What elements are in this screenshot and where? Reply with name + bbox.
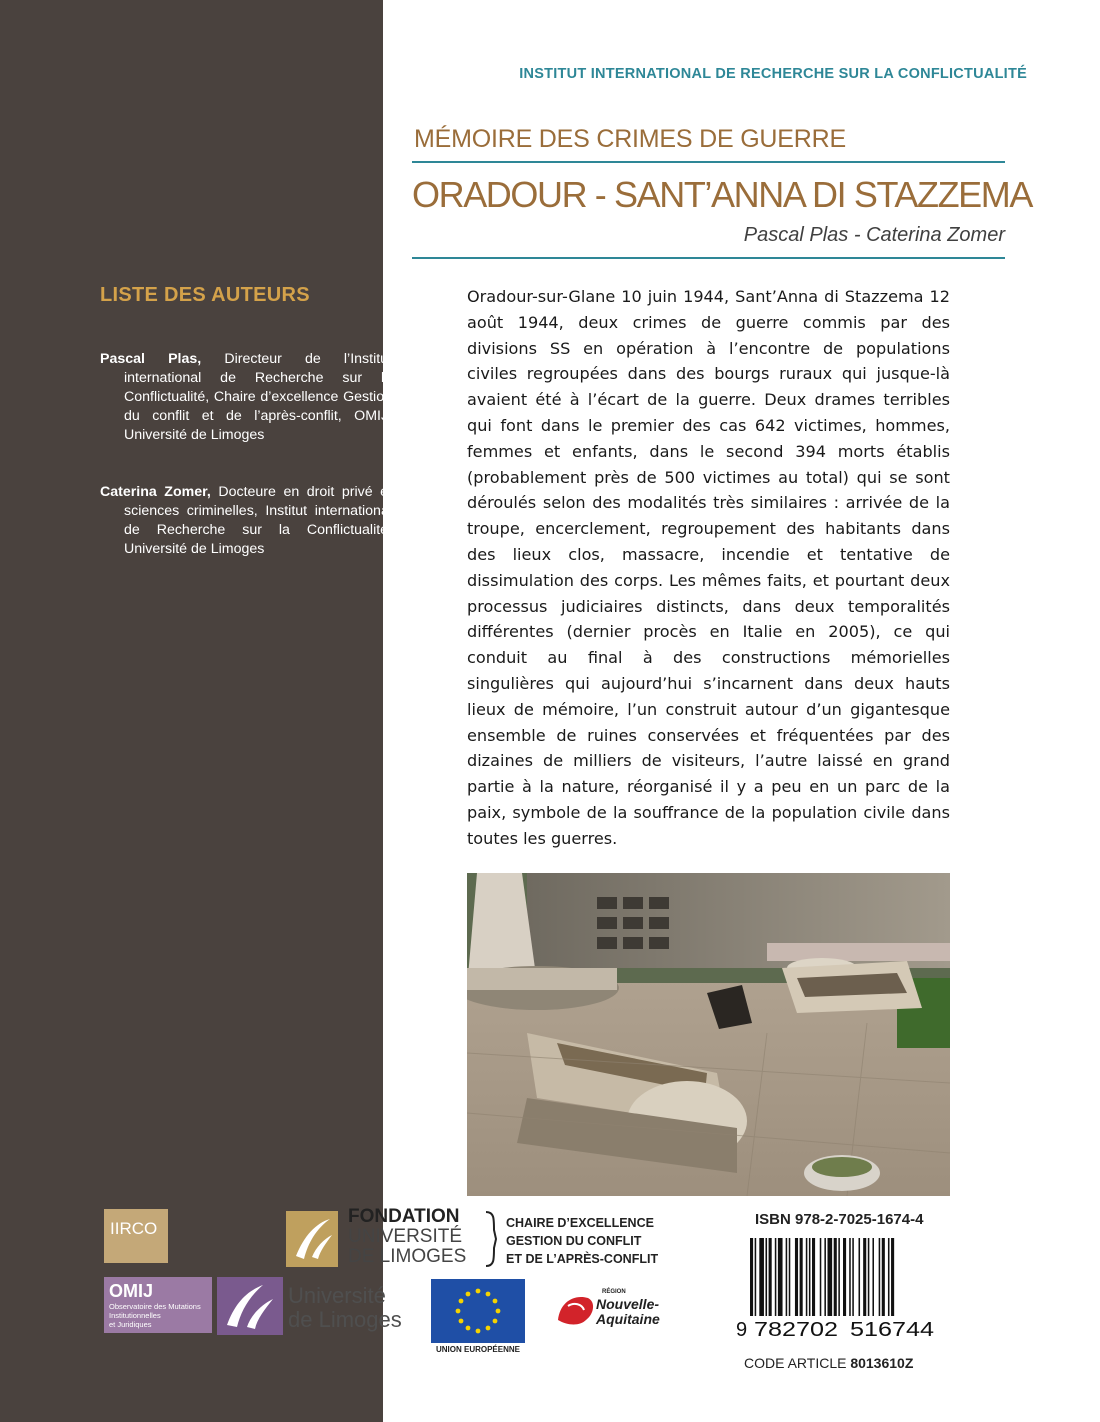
barcode-bar: [834, 1238, 837, 1316]
chaire-logo-text: CHAIRE D’EXCELLENCE GESTION DU CONFLIT ET DE L’APRÈS-CONFLIT: [506, 1216, 659, 1266]
authors-list-heading: LISTE DES AUTEURS: [100, 284, 310, 306]
omij-logo: OMIJ Observatoire des Mutations Institutionnelles et Juridiques: [104, 1277, 212, 1333]
barcode-bar: [806, 1238, 808, 1316]
barcode-left-digits: 782702: [754, 1319, 838, 1338]
barcode-bar: [891, 1238, 894, 1316]
barcode-bar: [800, 1238, 803, 1316]
region-lion-icon: [554, 1290, 598, 1330]
author-entry-plas: [100, 350, 392, 445]
barcode-bar: [769, 1238, 772, 1316]
barcode-bar: [795, 1238, 798, 1316]
author-name: Pascal Plas,: [100, 351, 202, 367]
barcode-bar: [888, 1238, 890, 1316]
barcode-bar: [852, 1238, 854, 1316]
memorial-photo: [467, 873, 950, 1196]
barcode-bar: [872, 1238, 874, 1316]
divider-bottom: [412, 257, 1005, 259]
eu-flag-icon: [431, 1279, 525, 1343]
author-name: Caterina Zomer,: [100, 484, 211, 500]
barcode-bar: [868, 1238, 870, 1316]
barcode-bar: [828, 1238, 833, 1316]
barcode-bar: [824, 1238, 826, 1316]
barcode-bar: [775, 1238, 777, 1316]
divider-top: [412, 161, 1005, 163]
barcode-bar: [789, 1238, 791, 1316]
barcode-bar: [820, 1238, 822, 1316]
author-bio: Directeur de l’Institut international de Recherche sur la Conflictualité, Chaire d’excellence Gestion du conflit et de l’après-conflit, OMIJ, Université de Limoges: [124, 351, 392, 443]
barcode-bar: [759, 1238, 764, 1316]
series-title: MÉMOIRE DES CRIMES DE GUERRE: [414, 125, 846, 153]
iirco-logo: IIRCO: [104, 1209, 168, 1263]
barcode-bar: [750, 1238, 753, 1316]
barcode-bar: [812, 1238, 815, 1316]
barcode-right-digits: 516744: [850, 1319, 934, 1338]
author-entry-zomer: [100, 483, 392, 559]
book-title: ORADOUR - SANT’ANNA DI STAZZEMA: [412, 174, 1032, 215]
region-small-label: RÉGION: [602, 1289, 626, 1295]
barcode-bar: [778, 1238, 783, 1316]
barcode-bar: [838, 1238, 840, 1316]
barcode-bar: [755, 1238, 757, 1316]
fondation-logo-text: FONDATION UNIVERSITÉ DE LIMOGES: [348, 1206, 467, 1267]
barcode-bar: [809, 1238, 811, 1316]
eu-label: UNION EUROPÉENNE: [435, 1345, 520, 1354]
bracket-icon: [484, 1210, 498, 1268]
universite-logo-text: Université de Limoges: [288, 1283, 402, 1332]
region-logo-text: Nouvelle- Aquitaine: [596, 1296, 660, 1327]
universite-emblem-icon: [217, 1277, 283, 1335]
barcode-bar: [859, 1238, 861, 1316]
barcode-bar: [882, 1238, 885, 1316]
isbn-text: ISBN 978-2-7025-1674-4: [755, 1211, 924, 1228]
barcode-bar: [843, 1238, 846, 1316]
barcode-bar: [766, 1238, 768, 1316]
barcode-graphic: [736, 1238, 948, 1338]
back-cover-text: Oradour-sur-Glane 10 juin 1944, Sant’Anna di Stazzema 12 août 1944, deux crimes de guerre commis par des divisions SS en opération à l’encontre de populations civiles regroupées dans des bourgs ruraux qui jusque-là avaient été à l’écart de la guerre. Deux drames terribles qui font dans le premier des cas 642 victimes, hommes, femmes et enfants, dans le second 394 morts établis (probablement près de 500 victimes au total) qui se sont déroulés selon des modalités très similaires : arrivée de la troupe, encerclement, regroupement des habitants dans des lieux clos, massacre, incendie et tentative de dissimulation des corps. Les mêmes faits, et pourtant deux processus judiciaires distincts, dans deux temporalités différentes (dernier procès en Italie en 2005), ce qui conduit au final à des constructions mémorielles singulières qui aujourd’hui s’incarnent dans deux hauts lieux de mémoire, l’un construit autour d’un gigantesque ensemble de ruines conservées et fréquentées par des dizaines de milliers de visiteurs, l’autre laissé en grand partie à la nature, réorganisé il y a peu en un parc de la paix, symbole de la souffrance de la population civile dans toutes les guerres.: [467, 287, 950, 848]
barcode-bar: [863, 1238, 866, 1316]
barcode-bar: [786, 1238, 788, 1316]
institute-name: INSTITUT INTERNATIONAL DE RECHERCHE SUR LA CONFLICTUALITÉ: [519, 66, 1027, 82]
fondation-emblem-icon: [286, 1211, 338, 1267]
barcode-first-digit: 9: [736, 1319, 748, 1338]
barcode-bar: [849, 1238, 851, 1316]
author-bio: Docteure en droit privé et sciences criminelles, Institut international de Recherche sur la Conflictualité, Université de Limoges: [124, 484, 392, 557]
book-authors: Pascal Plas - Caterina Zomer: [743, 224, 1005, 246]
code-article: CODE ARTICLE 8013610Z: [744, 1355, 914, 1371]
barcode-bar: [879, 1238, 881, 1316]
sidebar-panel: [0, 0, 383, 1422]
